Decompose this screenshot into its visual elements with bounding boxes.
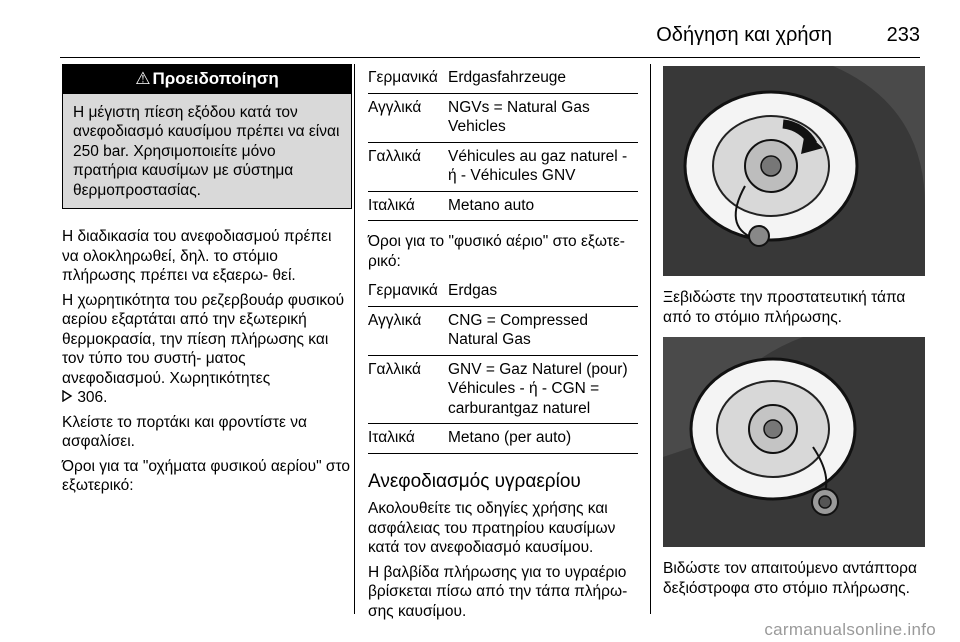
terms-intro: Όροι για το "φυσικό αέριο" στο εξωτε- ρικό: bbox=[368, 233, 625, 270]
column-divider bbox=[354, 64, 355, 614]
column-divider bbox=[650, 64, 651, 614]
column-2 bbox=[368, 64, 638, 626]
page-ref-arrow-icon[interactable] bbox=[62, 389, 73, 406]
warning-box bbox=[62, 64, 352, 209]
table-row: Γαλλικά Véhicules au gaz naturel - ή - Véhicules GNV bbox=[368, 143, 638, 192]
figure-cap-removal bbox=[663, 66, 925, 276]
table-row: Γαλλικά GNV = Gaz Naturel (pour) Véhicules - ή - CGN = carburantgaz naturel bbox=[368, 356, 638, 425]
warning-text: Η μέγιστη πίεση εξόδου κατά τον ανεφοδιασμό καυσίμου πρέπει να είναι 250 bar. Χρησιμοποιείτε μόνο πρατήρια καυσίμων με σύστημα θερμοπροστασίας. bbox=[63, 94, 351, 209]
section-title: Οδήγηση και χρήση bbox=[656, 24, 832, 46]
warning-icon: ⚠ bbox=[135, 69, 151, 88]
paragraph: Ακολουθείτε τις οδηγίες χρήσης και ασφάλειας του πρατηρίου καυσίμων κατά τον ανεφοδιασμό καυσίμου. bbox=[368, 500, 616, 556]
warning-heading: Προειδοποίηση bbox=[152, 69, 279, 88]
figure-adapter-fitting bbox=[663, 337, 925, 547]
caption: Ξεβιδώστε την προστατευτική τάπα από το στόμιο πλήρωσης. bbox=[663, 289, 906, 326]
table-row: Αγγλικά NGVs = Natural Gas Vehicles bbox=[368, 94, 638, 143]
paragraph: Η βαλβίδα πλήρωσης για το υγραέριο βρίσκεται πίσω από την τάπα πλήρω- σης καυσίμου. bbox=[368, 563, 628, 620]
terms-table-gas bbox=[368, 277, 638, 454]
warning-title bbox=[63, 65, 351, 94]
paragraph: Κλείστε το πορτάκι και φροντίστε να ασφαλίσει. bbox=[62, 413, 307, 450]
terms-table-vehicles bbox=[368, 64, 638, 221]
paragraph: Η διαδικασία του ανεφοδιασμού πρέπει να ολοκληρωθεί, δηλ. το στόμιο πλήρωσης πρέπει να εξαερω- θεί. bbox=[62, 228, 332, 284]
page-header bbox=[60, 18, 920, 58]
paragraph-capacity: Η χωρητικότητα του ρεζερβουάρ φυσικού αερίου εξαρτάται από την εξωτερική θερμοκρασία, την πίεση πλήρωσης και τον τύπο του συστή- ματος ανεφοδιασμού. Χωρητικότητες 306. bbox=[62, 291, 345, 406]
column-3 bbox=[663, 66, 933, 608]
table-row: Γερμανικά Erdgas bbox=[368, 277, 638, 307]
watermark: carmanualsonline.info bbox=[764, 620, 936, 639]
table-row: Ιταλικά Metano auto bbox=[368, 192, 638, 222]
table-row: Γερμανικά Erdgasfahrzeuge bbox=[368, 64, 638, 94]
table-row: Ιταλικά Metano (per auto) bbox=[368, 424, 638, 454]
table-row: Αγγλικά CNG = Compressed Natural Gas bbox=[368, 307, 638, 356]
header-rule bbox=[60, 57, 920, 58]
capacity-reference[interactable]: 306. bbox=[77, 389, 108, 406]
lpg-heading: Ανεφοδιασμός υγραερίου bbox=[368, 470, 581, 492]
caption: Βιδώστε τον απαιτούμενο αντάπτορα δεξιόστροφα στο στόμιο πλήρωσης. bbox=[663, 560, 917, 597]
page-number: 233 bbox=[886, 24, 920, 46]
paragraph: Όροι για τα "οχήματα φυσικού αερίου" στο εξωτερικό: bbox=[62, 457, 350, 494]
column-1 bbox=[62, 64, 352, 501]
